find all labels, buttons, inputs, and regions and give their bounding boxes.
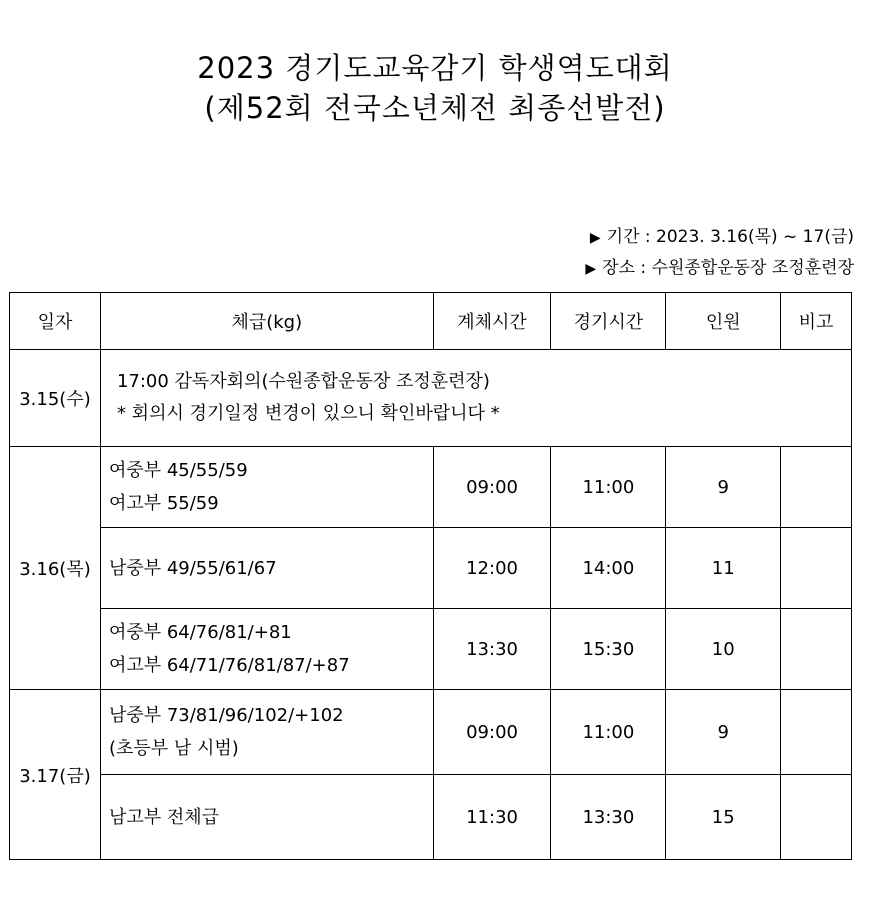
weight-class-line: 여중부 64/76/81/+81 <box>108 622 292 643</box>
weight-class-line: 여고부 64/71/76/81/87/+87 <box>108 655 350 676</box>
weight-class-cell <box>100 690 433 775</box>
venue-info <box>585 257 854 280</box>
weigh-in-cell: 12:00 <box>433 528 551 609</box>
headcount-cell: 15 <box>666 775 781 860</box>
table-row <box>10 447 852 528</box>
page-subtitle: (제52회 전국소년체전 최종선발전) <box>204 91 666 125</box>
weight-class-line: 남중부 49/55/61/67 <box>108 557 277 579</box>
weigh-in-cell: 09:00 <box>433 447 551 528</box>
table-row <box>10 609 852 690</box>
date-cell: 3.15(수) <box>10 350 101 447</box>
weigh-in-cell: 09:00 <box>433 690 551 775</box>
competition-time-cell: 11:00 <box>551 690 666 775</box>
headcount-cell: 9 <box>666 690 781 775</box>
header-remarks: 비고 <box>781 293 852 350</box>
header-weigh-in-time: 계체시간 <box>433 293 551 350</box>
period-text: 기간 : 2023. 3.16(목) ~ 17(금) <box>606 227 854 247</box>
page-title: 2023 경기도교육감기 학생역도대회 <box>197 51 673 85</box>
headcount-cell: 10 <box>666 609 781 690</box>
meeting-note-line: 17:00 감독자회의(수원종합운동장 조정훈련장) <box>116 371 490 392</box>
header-competition-time: 경기시간 <box>551 293 666 350</box>
venue-text: 장소 : 수원종합운동장 조정훈련장 <box>602 258 854 278</box>
table-header-row <box>10 293 852 350</box>
weight-class-line: 남중부 73/81/96/102/+102 <box>108 705 344 726</box>
remarks-cell <box>781 690 852 775</box>
competition-time-cell: 13:30 <box>551 775 666 860</box>
triangle-right-icon: ▶ <box>589 230 601 246</box>
date-cell: 3.17(금) <box>10 690 101 860</box>
triangle-right-icon: ▶ <box>585 261 597 277</box>
header-date: 일자 <box>10 293 101 350</box>
weight-class-line: (초등부 남 시범) <box>108 738 239 759</box>
remarks-cell <box>781 609 852 690</box>
table-row <box>10 690 852 775</box>
remarks-cell <box>781 775 852 860</box>
remarks-cell <box>781 447 852 528</box>
weight-class-line: 남고부 전체급 <box>108 806 220 828</box>
schedule-table <box>9 292 852 860</box>
weight-class-cell <box>100 609 433 690</box>
header-headcount: 인원 <box>666 293 781 350</box>
weight-class-line: 여고부 55/59 <box>108 493 219 514</box>
table-row <box>10 350 852 447</box>
date-cell: 3.16(목) <box>10 447 101 690</box>
weigh-in-cell: 13:30 <box>433 609 551 690</box>
table-row <box>10 775 852 860</box>
weight-class-cell <box>100 528 433 609</box>
competition-time-cell: 14:00 <box>551 528 666 609</box>
weigh-in-cell: 11:30 <box>433 775 551 860</box>
table-row <box>10 528 852 609</box>
meeting-notice-line: * 회의시 경기일정 변경이 있으니 확인바랍니다 * <box>116 403 500 424</box>
competition-time-cell: 15:30 <box>551 609 666 690</box>
weight-class-cell <box>100 447 433 528</box>
period-info <box>590 226 854 249</box>
weight-class-line: 여중부 45/55/59 <box>108 460 248 481</box>
headcount-cell: 9 <box>666 447 781 528</box>
meeting-note-cell <box>100 350 851 447</box>
weight-class-cell <box>100 775 433 860</box>
headcount-cell: 11 <box>666 528 781 609</box>
competition-time-cell: 11:00 <box>551 447 666 528</box>
header-weight-class: 체급(kg) <box>100 293 433 350</box>
remarks-cell <box>781 528 852 609</box>
